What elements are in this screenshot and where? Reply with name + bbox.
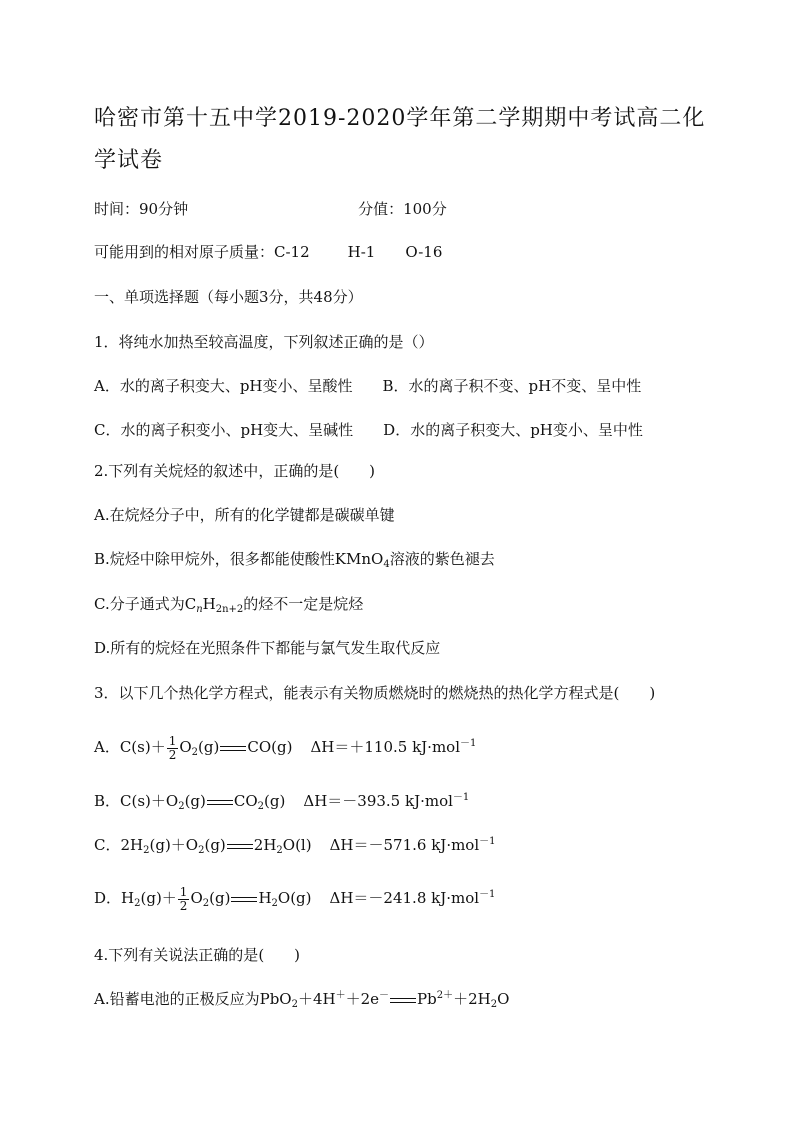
q4-a-sup1: ＋: [335, 990, 346, 1001]
q4-a-sub: 2: [291, 999, 298, 1010]
q2-c-text: C.分子通式为C: [94, 595, 197, 613]
q3-c-sub2: 2: [198, 845, 205, 856]
q3-b-product: CO: [233, 792, 258, 810]
q3-a-enthalpy: ΔH＝＋110.5 kJ·mol: [310, 738, 460, 756]
q3-d-sub2: 2: [202, 898, 210, 909]
equals-sign: [220, 746, 246, 751]
q3-c-product: 2H: [253, 836, 277, 854]
q3-b-product-state: (g): [264, 792, 286, 810]
q3-a-state: (g): [198, 738, 220, 756]
q3-option-c: [94, 835, 496, 855]
q3-b-product-sub: 2: [257, 801, 265, 812]
q1-option-c: C．水的离子积变小、pH变大、呈碱性: [94, 421, 354, 439]
atomic-mass-o: O-16: [405, 243, 443, 261]
q4-a-product: Pb: [417, 990, 437, 1008]
q4-option-a: [94, 989, 509, 1009]
q2-option-a: A.在烷烃分子中，所有的化学键都是碳碳单键: [94, 506, 395, 524]
q2-b-text-end: 溶液的紫色褪去: [389, 550, 495, 568]
q4-stem: 4.下列有关说法正确的是( ): [94, 946, 301, 964]
fraction-denominator: 2: [179, 898, 188, 913]
fraction-numerator: 1: [168, 733, 177, 748]
q3-d-fraction: [178, 886, 190, 913]
q1-option-d: D．水的离子积变大、pH变小、呈中性: [383, 421, 643, 439]
q3-d-product: H: [258, 889, 272, 907]
section-heading: 一、单项选择题（每小题3分，共48分）: [94, 288, 363, 306]
exam-time: 时间：90分钟: [94, 200, 189, 218]
q3-d-exponent: －1: [479, 889, 496, 900]
q2-option-d: D.所有的烷烃在光照条件下都能与氯气发生取代反应: [94, 639, 441, 657]
q3-d-left: D．H: [94, 889, 135, 907]
q3-c-product-sub: 2: [276, 845, 283, 856]
q1-option-b: B．水的离子积不变、pH不变、呈中性: [382, 377, 642, 395]
q2-stem: 2.下列有关烷烃的叙述中，正确的是( ): [94, 462, 376, 480]
q3-a-fraction: [167, 735, 179, 762]
q4-a-sub2: 2: [490, 999, 498, 1010]
q3-option-a: [94, 733, 476, 762]
q2-b-subscript: 4: [383, 559, 390, 570]
fraction-denominator: 2: [168, 747, 177, 762]
q1-option-a: A．水的离子积变大、pH变小、呈酸性: [94, 377, 353, 395]
document-title: 哈密市第十五中学2019-2020学年第二学期期中考试高二化学试卷: [94, 106, 706, 173]
equals-sign: [227, 844, 253, 849]
atomic-mass-line: [94, 242, 442, 262]
equals-sign: [231, 897, 257, 902]
q2-c-text-end: 的烃不一定是烷烃: [243, 595, 364, 613]
q3-a-o: O: [179, 738, 192, 756]
q3-d-mid: (g)＋: [140, 889, 177, 907]
q3-c-exponent: －1: [479, 836, 496, 847]
equals-sign: [207, 800, 233, 805]
atomic-mass-c: C-12: [274, 243, 310, 261]
q4-a-post: ＋2H: [453, 990, 491, 1008]
q3-option-d: [94, 884, 495, 913]
q3-c-sub1: 2: [143, 845, 150, 856]
q3-d-product-state: O(g): [277, 889, 312, 907]
q3-d-o: O: [190, 889, 203, 907]
exam-info-line: [94, 199, 447, 219]
q4-a-sup2: －: [379, 990, 390, 1001]
q3-b-enthalpy: ΔH＝－393.5 kJ·mol: [303, 792, 453, 810]
q4-a-mid2: ＋2e: [345, 990, 380, 1008]
q3-b-state: (g): [184, 792, 206, 810]
atomic-mass-label: 可能用到的相对原子质量：: [94, 243, 275, 261]
atomic-mass-h: H-1: [347, 243, 376, 261]
q2-b-text: B.烷烃中除甲烷外，很多都能使酸性KMnO: [94, 550, 384, 568]
q2-c-subscript-n: n: [196, 604, 203, 615]
fraction-numerator: 1: [179, 884, 188, 899]
q3-c-state: (g): [204, 836, 226, 854]
q3-c-product-state: O(l): [282, 836, 312, 854]
q3-d-enthalpy: ΔH＝－241.8 kJ·mol: [329, 889, 480, 907]
q1-stem: 1．将纯水加热至较高温度，下列叙述正确的是（）: [94, 333, 434, 351]
q3-b-left: B．C(s)＋O: [94, 792, 179, 810]
q3-d-sub1: 2: [134, 898, 141, 909]
q3-d-product-sub: 2: [271, 898, 278, 909]
q4-a-sup3: 2＋: [436, 990, 454, 1001]
q3-c-mid: (g)＋O: [149, 836, 199, 854]
q3-a-exponent: －1: [460, 738, 477, 749]
q4-a-text: A.铅蓄电池的正极反应为PbO: [94, 990, 292, 1008]
q3-c-left: C．2H: [94, 836, 144, 854]
q3-b-sub: 2: [178, 801, 185, 812]
q4-a-mid: ＋4H: [297, 990, 336, 1008]
q3-d-state: (g): [209, 889, 231, 907]
equals-sign: [390, 998, 416, 1003]
q2-option-c: [94, 594, 363, 614]
exam-score: 分值：100分: [358, 200, 447, 218]
q1-options-row2: [94, 420, 643, 440]
q1-options-row1: [94, 376, 641, 396]
q2-c-subscript-2n2: 2n+2: [215, 604, 244, 615]
q3-a-sub: 2: [191, 747, 199, 758]
q3-c-enthalpy: ΔH＝－571.6 kJ·mol: [329, 836, 480, 854]
q3-option-b: [94, 791, 469, 811]
q3-stem: 3．以下几个热化学方程式，能表示有关物质燃烧时的燃烧热的热化学方程式是( ): [94, 684, 656, 702]
q3-a-left: A．C(s)＋: [94, 738, 166, 756]
q2-option-b: [94, 549, 495, 569]
q2-c-h: H: [202, 595, 216, 613]
q4-a-end: O: [497, 990, 510, 1008]
q3-a-product: CO(g): [247, 738, 293, 756]
q3-b-exponent: －1: [452, 792, 470, 803]
